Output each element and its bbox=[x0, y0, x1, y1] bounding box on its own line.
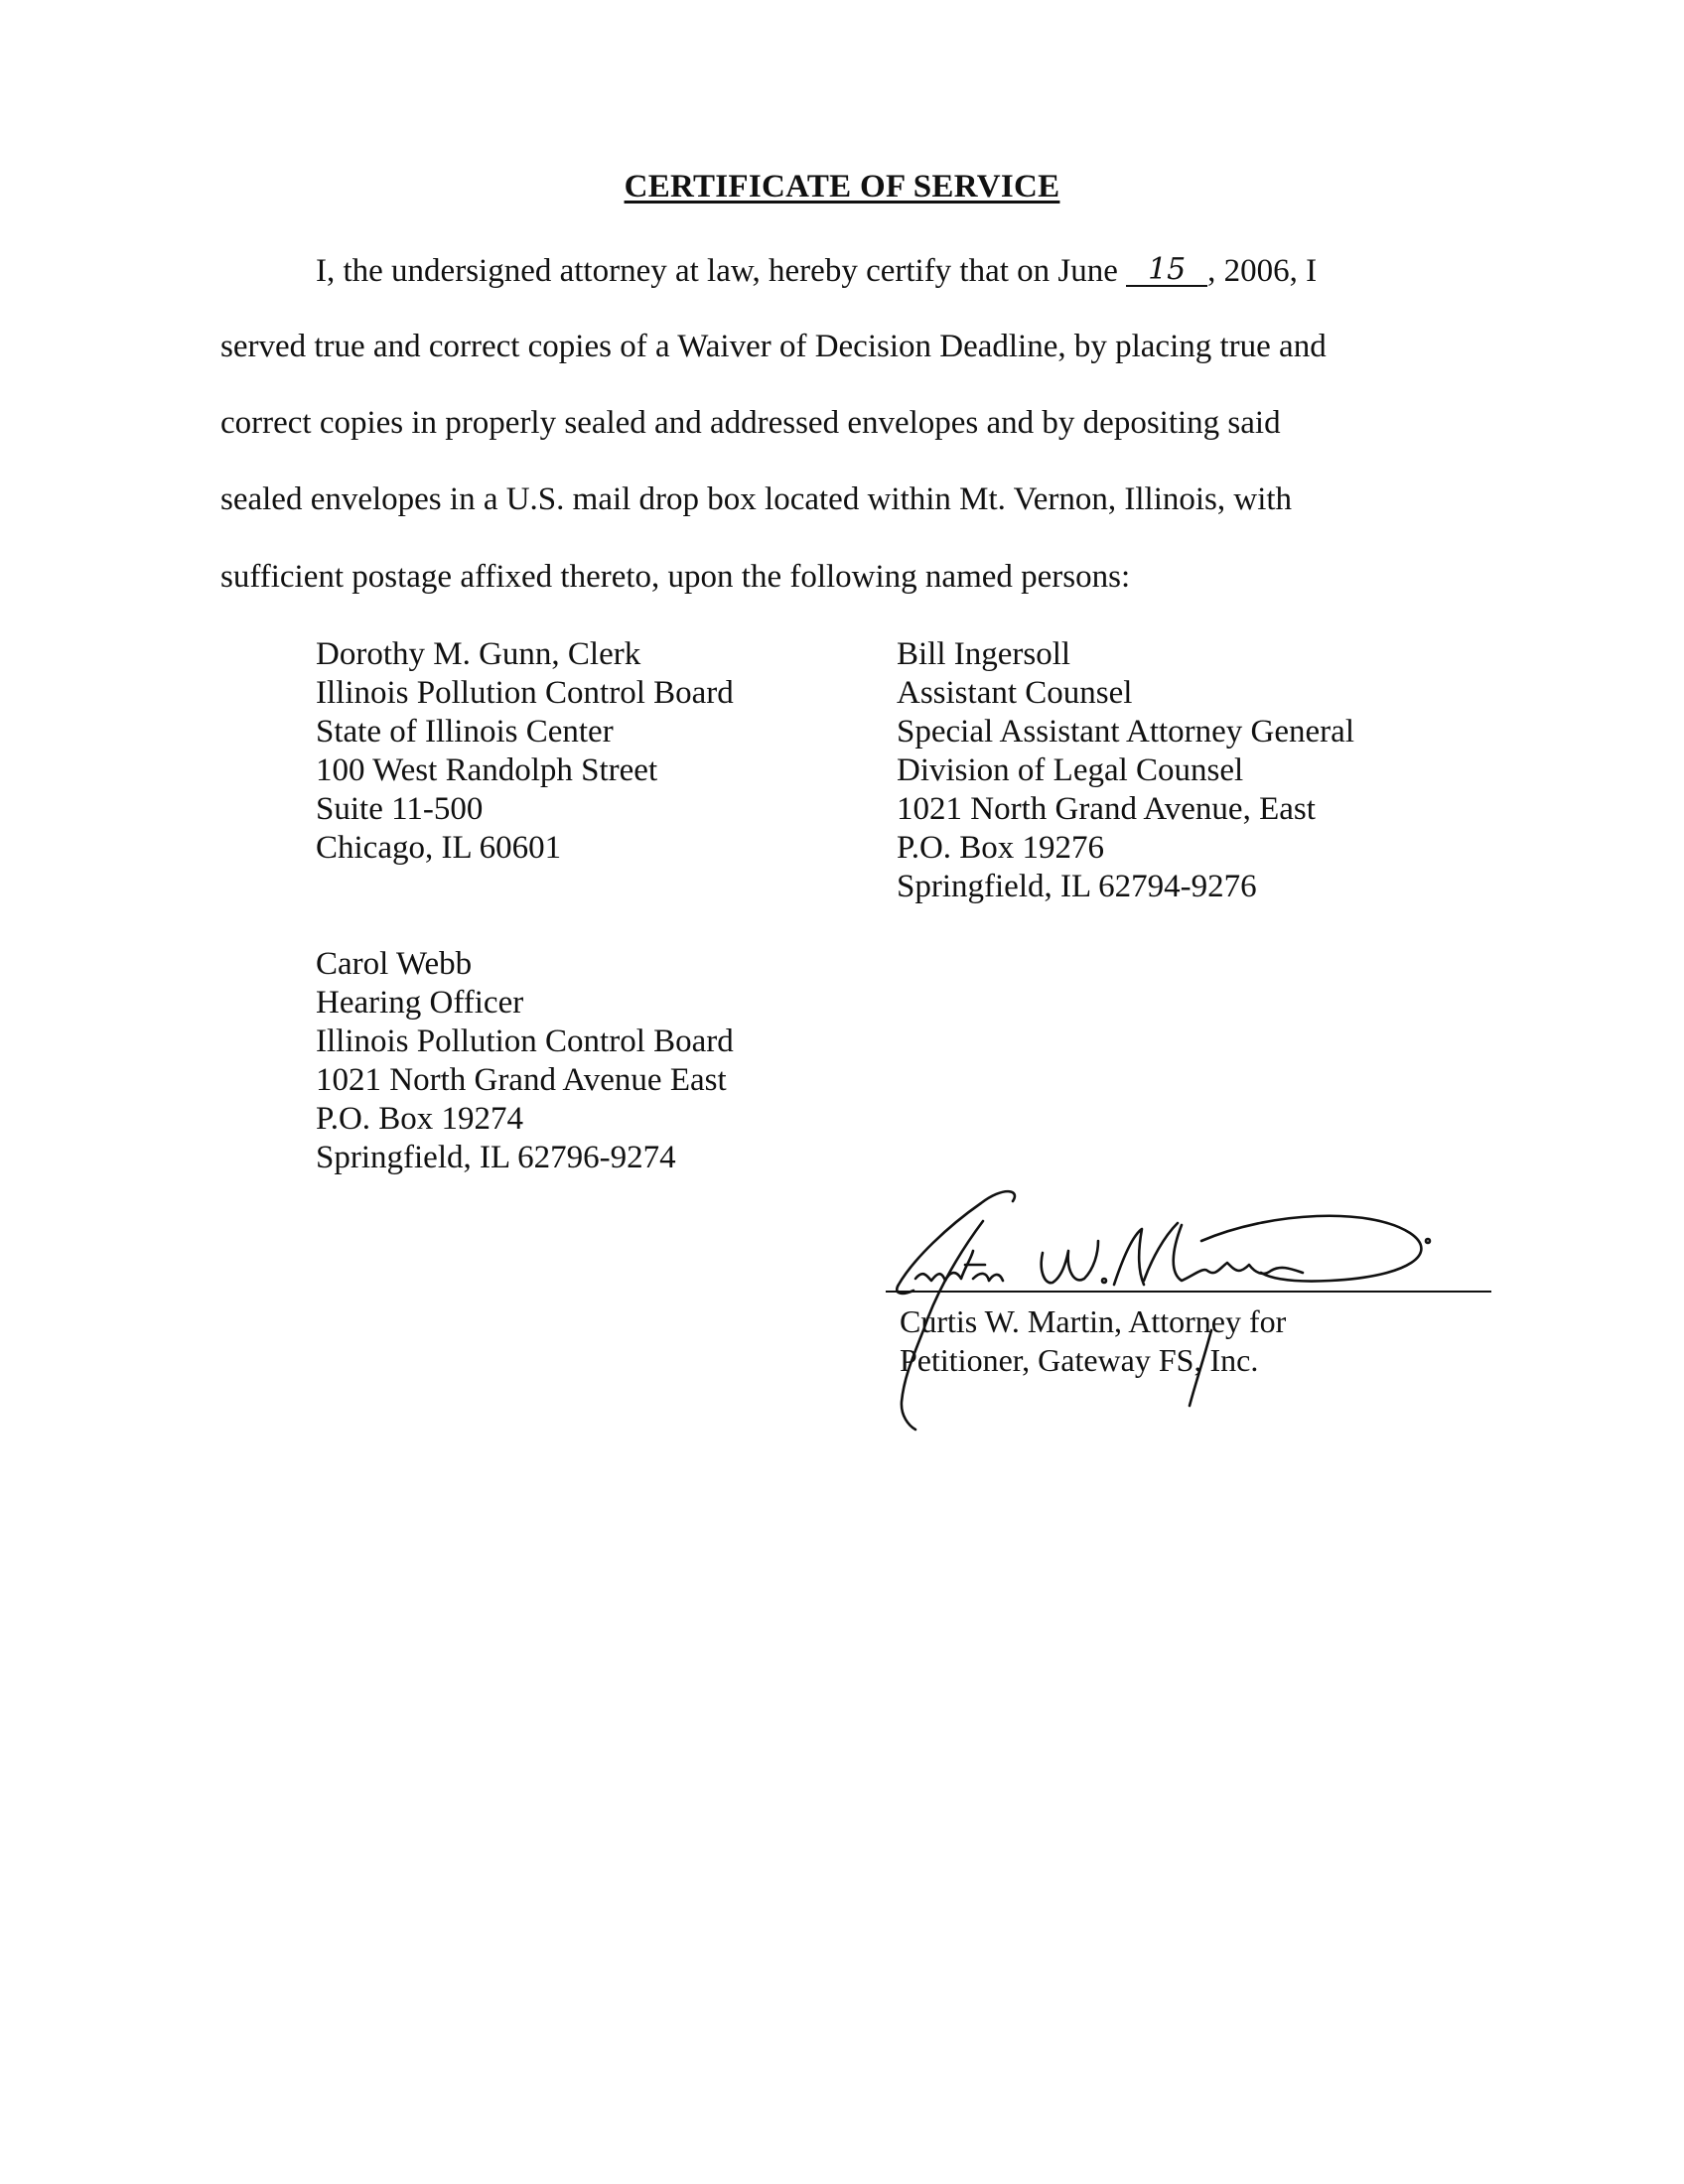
recipient-address-block bbox=[897, 635, 1354, 906]
address-line: 100 West Randolph Street bbox=[316, 752, 658, 788]
paragraph-line-1 bbox=[316, 251, 1577, 291]
recipient-address-block bbox=[316, 635, 734, 868]
handwritten-signature bbox=[854, 1181, 1509, 1439]
address-line: Illinois Pollution Control Board bbox=[316, 675, 734, 711]
address-line: Springfield, IL 62794-9276 bbox=[897, 869, 1257, 904]
handwritten-date: 15 bbox=[1126, 255, 1207, 287]
address-line: Special Assistant Attorney General bbox=[897, 714, 1354, 750]
address-line: Carol Webb bbox=[316, 946, 473, 982]
address-line: Suite 11-500 bbox=[316, 791, 484, 827]
signature-block bbox=[854, 1181, 1509, 1439]
paragraph-line-4: sealed envelopes in a U.S. mail drop box located within Mt. Vernon, Illinois, with bbox=[220, 481, 1293, 517]
recipient-address-block bbox=[316, 945, 734, 1177]
address-line: 1021 North Grand Avenue East bbox=[316, 1062, 727, 1098]
address-line: Springfield, IL 62796-9274 bbox=[316, 1140, 676, 1175]
address-line: State of Illinois Center bbox=[316, 714, 614, 750]
address-line: P.O. Box 19276 bbox=[897, 830, 1105, 866]
address-line: Chicago, IL 60601 bbox=[316, 830, 562, 866]
address-line: Hearing Officer bbox=[316, 985, 524, 1021]
paragraph-line-2: served true and correct copies of a Waiver of Decision Deadline, by placing true and bbox=[220, 329, 1327, 364]
signature-caption-line: Curtis W. Martin, Attorney for bbox=[900, 1303, 1287, 1339]
paragraph-line-1-end: , 2006, I bbox=[1207, 253, 1318, 289]
paragraph-line-1-start: I, the undersigned attorney at law, hereby certify that on June bbox=[316, 253, 1127, 289]
paragraph-line-5: sufficient postage affixed thereto, upon the following named persons: bbox=[220, 559, 1131, 595]
paragraph-line-3: correct copies in properly sealed and addressed envelopes and by depositing said bbox=[220, 405, 1281, 441]
document-title: CERTIFICATE OF SERVICE bbox=[624, 169, 1060, 205]
address-line: Illinois Pollution Control Board bbox=[316, 1024, 734, 1059]
address-line: Assistant Counsel bbox=[897, 675, 1133, 711]
signature-caption-line: Petitioner, Gateway FS, Inc. bbox=[900, 1342, 1259, 1378]
address-line: 1021 North Grand Avenue, East bbox=[897, 791, 1316, 827]
address-line: Bill Ingersoll bbox=[897, 636, 1071, 672]
address-line: Division of Legal Counsel bbox=[897, 752, 1244, 788]
address-line: Dorothy M. Gunn, Clerk bbox=[316, 636, 641, 672]
address-line: P.O. Box 19274 bbox=[316, 1101, 524, 1137]
